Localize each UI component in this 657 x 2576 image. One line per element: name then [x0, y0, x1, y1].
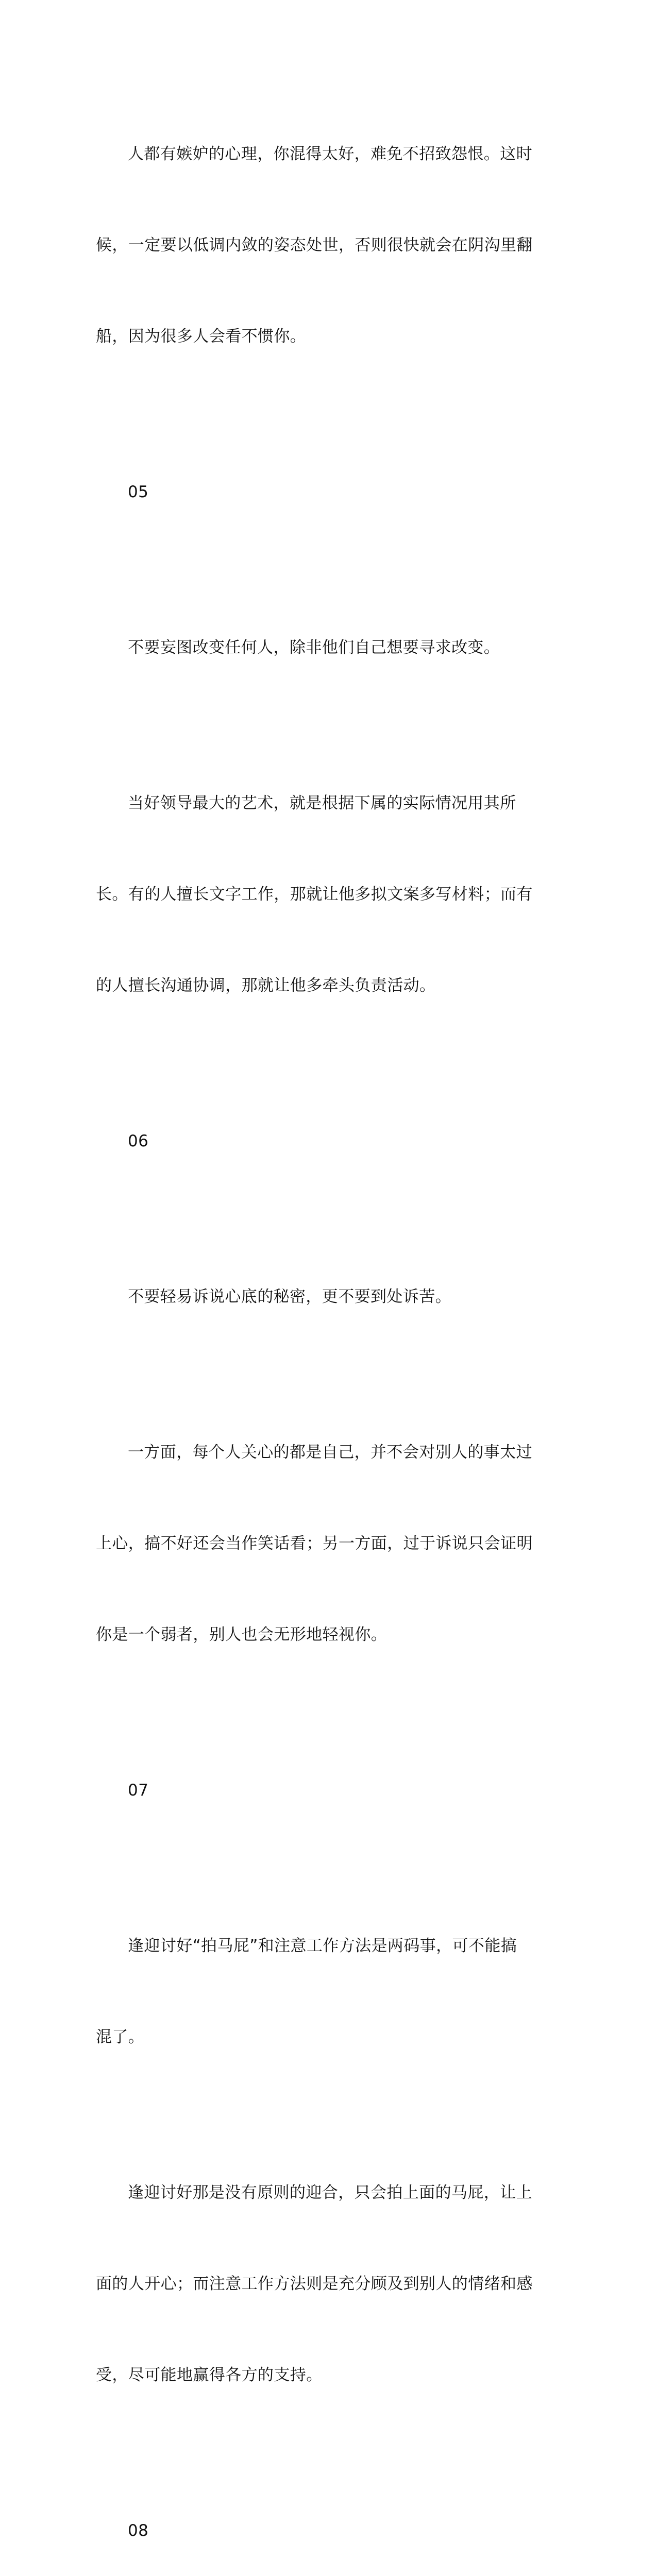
- section-number: [96, 2455, 558, 2576]
- text-line: 受，尽可能地赢得各方的支持。: [96, 2366, 323, 2384]
- text-line: 逢迎讨好“拍马屁”和注意工作方法是两码事，可不能搞: [128, 1937, 517, 1955]
- document-body: [96, 78, 558, 2576]
- text-line: 上心，搞不好还会当作笑话看；另一方面，过于诉说只会证明: [96, 1534, 533, 1553]
- text-line: 08: [128, 2521, 149, 2540]
- text-line: 长。有的人擅长文字工作，那就让他多拟文案多写材料；而有: [96, 885, 533, 904]
- text-line: 船，因为很多人会看不惯你。: [96, 327, 307, 346]
- section-number: [96, 1065, 558, 1217]
- text-line: 07: [128, 1781, 149, 1800]
- text-line: 人都有嫉妒的心理，你混得太好，难免不招致怨恨。这时: [128, 145, 532, 163]
- paragraph: [96, 1221, 558, 1373]
- text-line: 的人擅长沟通协调，那就让他多牵头负责活动。: [96, 976, 436, 995]
- paragraph: [96, 78, 558, 413]
- text-line: 不要轻易诉说心底的秘密，更不要到处诉苦。: [128, 1287, 451, 1306]
- paragraph: [96, 2117, 558, 2451]
- paragraph: [96, 572, 558, 724]
- text-line: 你是一个弱者，别人也会无形地轻视你。: [96, 1625, 388, 1644]
- text-line: 当好领导最大的艺术，就是根据下属的实际情况用其所: [128, 794, 516, 812]
- text-line: 混了。: [96, 2028, 145, 2046]
- text-line: 06: [128, 1132, 149, 1150]
- paragraph: [96, 727, 558, 1062]
- paragraph: [96, 1870, 558, 2113]
- text-line: 不要妄图改变任何人，除非他们自己想要寻求改变。: [128, 638, 500, 657]
- section-number: [96, 416, 558, 568]
- section-number: [96, 1715, 558, 1867]
- text-line: 05: [128, 483, 149, 501]
- text-line: 面的人开心；而注意工作方法则是充分顾及到别人的情绪和感: [96, 2275, 533, 2293]
- paragraph: [96, 1377, 558, 1711]
- text-line: 一方面，每个人关心的都是自己，并不会对别人的事太过: [128, 1443, 532, 1462]
- text-line: 逢迎讨好那是没有原则的迎合，只会拍上面的马屁，让上: [128, 2183, 532, 2202]
- text-line: 候，一定要以低调内敛的姿态处世，否则很快就会在阴沟里翻: [96, 236, 533, 255]
